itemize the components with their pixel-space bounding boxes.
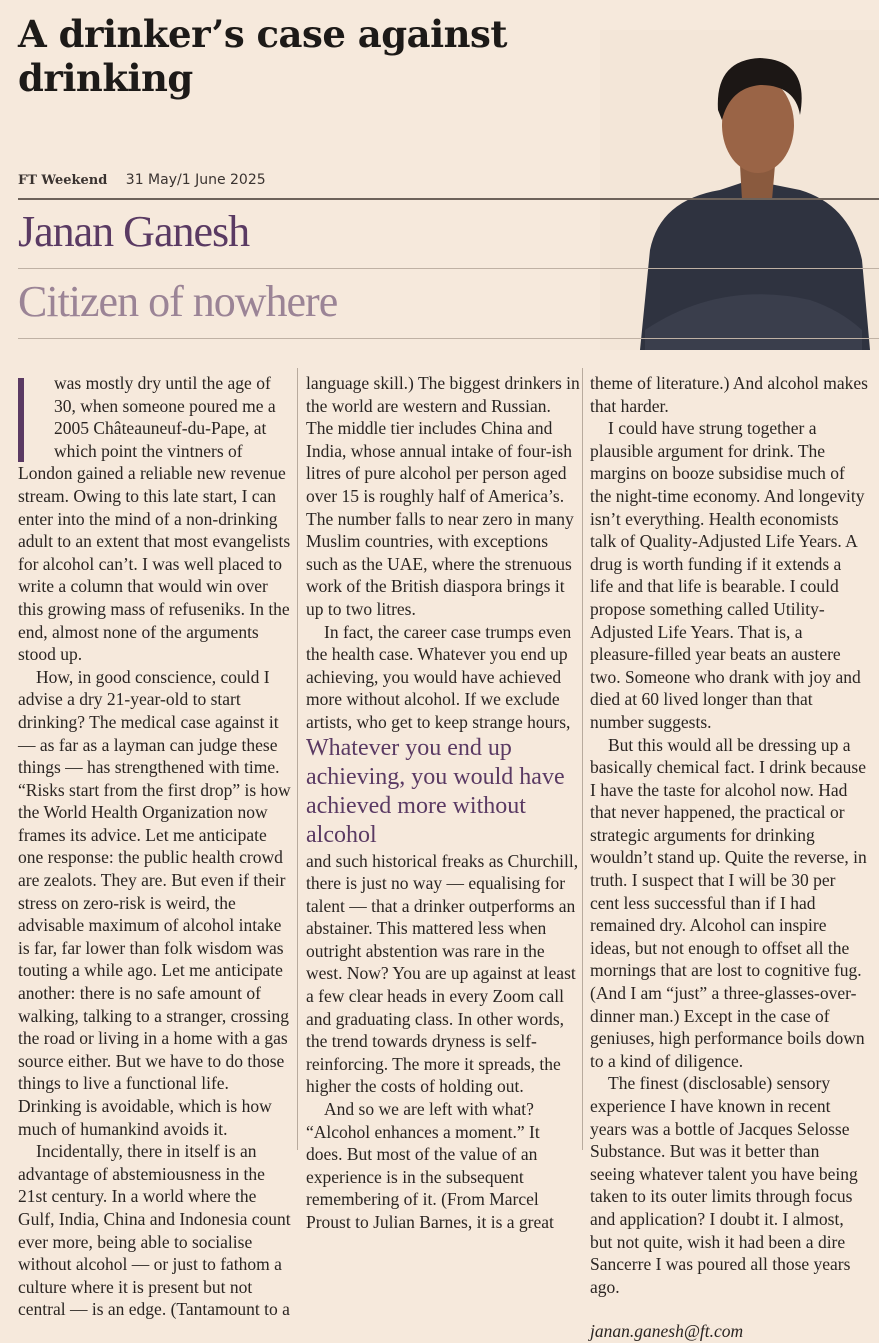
column-divider <box>582 368 583 1150</box>
paragraph: Incidentally, there in itself is an advantage of abstemiousness in the 21st century. In a world where the Gulf, India, China and Indonesia count ever more, being able to socialise without alcohol — or just to fathom a culture where it is present but not central — is an edge. (Tantamount to a <box>18 1141 291 1320</box>
paragraph: And so we are left with what? “Alcohol enhances a moment.” It does. But most of the value of an experience is in the subsequent remembering of it. (From Marcel Proust to Julian Barnes, it is a great <box>306 1099 554 1232</box>
pull-quote: Whatever you end up achieving, you would have achieved more without alcohol <box>306 734 565 848</box>
divider <box>18 338 879 339</box>
article-column-3 <box>590 372 868 1343</box>
column-divider <box>297 368 298 1150</box>
column-name: Citizen of nowhere <box>18 277 338 326</box>
paragraph: But this would all be dressing up a basically chemical fact. I drink because I have the taste for alcohol now. Had that never happened, the practical or strategic arguments for drinking wouldn’t stand up. Quite the reverse, in truth. I suspect that I will be 30 per cent less successful than if I had remained dry. Alcohol can inspire ideas, but not enough to offset all the mornings that are lost to cognitive fug. (And I am “just” a three-glasses-over-dinner man.) Except in the case of geniuses, high performance boils down to a kind of diligence. <box>590 734 867 1071</box>
drop-cap-bar <box>18 378 24 462</box>
paragraph: How, in good conscience, could I advise a dry 21-year-old to start drinking? The medical case against it — as far as a layman can judge these things — has strengthened with time. “Risks start from the first drop” is how the World Health Organization now frames its advice. Let me anticipate one response: the public health crowd are zealots. They are. But even if their stress on zero-risk is weird, the advisable maximum of alcohol intake is far, far lower than folk wisdom was touting a while ago. Let me anticipate another: there is no safe amount of walking, talking to a stranger, crossing the road or living in a home with a gas source either. But we have to do those things to live a functional life. Drinking is avoidable, which is how much of humankind avoids it. <box>18 666 291 1139</box>
paragraph: In fact, the career case trumps even the health case. Whatever you end up achieving, you would have achieved more without alcohol. If we exclude artists, who get to keep strange hours, <box>306 621 572 732</box>
publication-date: 31 May/1 June 2025 <box>125 172 266 188</box>
divider <box>18 198 879 200</box>
paragraph: and such historical freaks as Churchill, there is just no way — equalising for talent — that a drinker outperforms an abstainer. This mattered less when outright abstention was rare in the west. Now? You are up against at least a few clear heads in every Zoom call and graduating class. In other words, the trend towards dryness is self-reinforcing. The more it spreads, the higher the costs of holding out. <box>306 850 579 1097</box>
divider <box>18 268 879 269</box>
paragraph: The finest (disclosable) sensory experience I have known in recent years was a bottle of Jacques Selosse Substance. But was it better than seeing whatever talent you have being taken to its outer limits through focus and application? I doubt it. I almost, but not quite, wish it had been a dire Sancerre I was poured all those years ago. <box>590 1073 858 1297</box>
dateline <box>18 172 266 188</box>
article-column-1 <box>18 372 296 1321</box>
author-email: janan.ganesh@ft.com <box>590 1321 744 1342</box>
paragraph: I could have strung together a plausible argument for drink. The margins on booze subsidise much of the night-time economy. And longevity isn’t everything. Health economists talk of Quality-Adjusted Life Years. A drug is worth funding if it extends a life and that life is bearable. I could propose something called Utility-Adjusted Life Years. That is, a pleasure-filled year beats an austere two. Someone who drank with joy and died at 60 lived longer than that number suggests. <box>590 418 865 732</box>
paragraph: language skill.) The biggest drinkers in the world are western and Russian. The middle tier includes China and India, whose annual intake of four-ish litres of pure alcohol per person aged over 15 is roughly half of America’s. The number falls to near zero in many Muslim countries, with exceptions such as the UAE, where the strenuous work of the British diaspora brings it up to two litres. <box>306 373 580 619</box>
author-photo <box>600 30 879 350</box>
publication-name: FT Weekend <box>18 173 108 188</box>
paragraph: theme of literature.) And alcohol makes that harder. <box>590 373 868 416</box>
author-name: Janan Ganesh <box>18 207 250 256</box>
headline: A drinker’s case against drinking <box>18 12 507 100</box>
paragraph: was mostly dry until the age of 30, when someone poured me a 2005 Châteauneuf-du-Pape, at which point the vintners of London gained a reliable new revenue stream. Owing to this late start, I can enter into the mind of a non-drinking adult to an extent that most evangelists for alcohol can’t. I was well placed to write a column that would win over this growing mass of refuseniks. In the end, almost none of the arguments stood up. <box>18 373 291 665</box>
article-column-2 <box>306 372 580 1234</box>
